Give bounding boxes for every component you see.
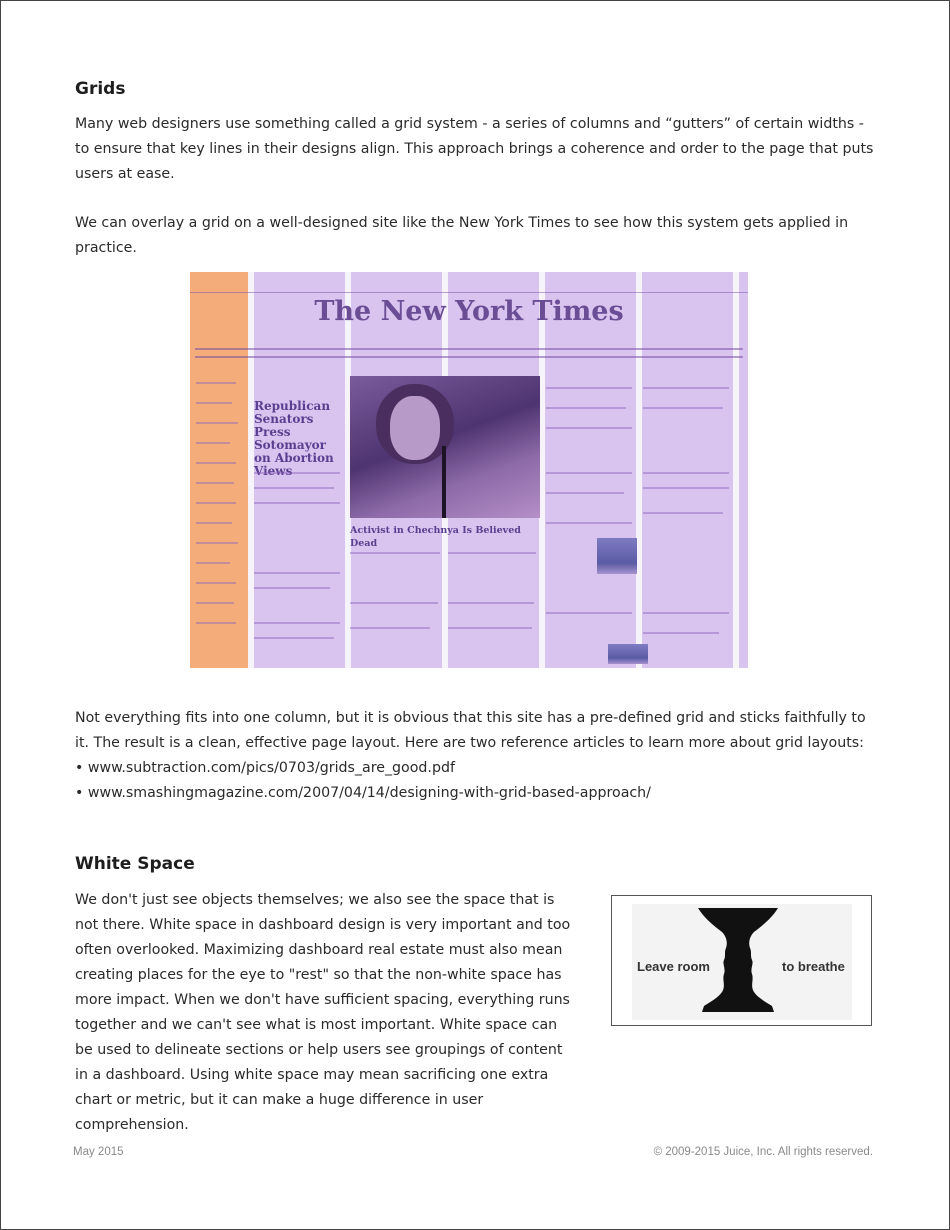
nyt-thumbnail-1 [597, 538, 637, 574]
grids-paragraph-3: Not everything fits into one column, but it is obvious that this site has a pre-defined grid and sticks faithfully to it. The result is a clean, effective page layout. Here are two reference articles to learn more about grid layouts: [75, 710, 866, 751]
white-space-paragraph: We don't just see objects themselves; we also see the space that is not there. White space in dashboard design is very important and too often overlooked. Maximizing dashboard real estate must also mean creating places for the eye to "rest" so that the non-white space has more impact. When we don't have sufficient spacing, everything runs together and we can't see what is most important. White space can be used to delineate sections or help users see groupings of content in a dashboard. Using white space may mean sacrificing one extra chart or metric, but it can make a huge difference in user comprehension. [75, 892, 571, 1133]
white-space-heading: White Space [75, 854, 195, 874]
vase-right-label: to breathe [782, 959, 845, 974]
nyt-thumbnail-2 [608, 644, 648, 664]
nyt-headline-main: Republican Senators Press Sotomayor on Abortion Views [254, 399, 334, 478]
footer-copyright: © 2009-2015 Juice, Inc. All rights reserved. [653, 1146, 873, 1158]
reference-link-1[interactable]: • www.subtraction.com/pics/0703/grids_are_good.pdf [75, 760, 455, 776]
grids-heading: Grids [75, 79, 126, 99]
vase-left-label: Leave room [637, 959, 710, 974]
grid-column-orange [190, 272, 248, 668]
grids-paragraph-2: We can overlay a grid on a well-designed site like the New York Times to see how this system gets applied in practice. [75, 215, 849, 256]
nyt-grid-illustration [190, 272, 748, 668]
nyt-top-nav [190, 280, 748, 293]
vase-illusion-image [611, 895, 872, 1026]
nyt-masthead: The New York Times [314, 296, 624, 327]
footer-date: May 2015 [73, 1146, 124, 1158]
nyt-headline-photo: Activist in Chechnya Is Believed Dead [350, 525, 521, 549]
nyt-photo [350, 376, 540, 518]
grids-paragraph-1: Many web designers use something called a grid system - a series of columns and “gutters” of certain widths - to ensure that key lines in their designs align. This approach brings a coherence and order to the page that puts users at ease. [75, 116, 874, 182]
reference-link-2[interactable]: • www.smashingmagazine.com/2007/04/14/designing-with-grid-based-approach/ [75, 785, 651, 801]
